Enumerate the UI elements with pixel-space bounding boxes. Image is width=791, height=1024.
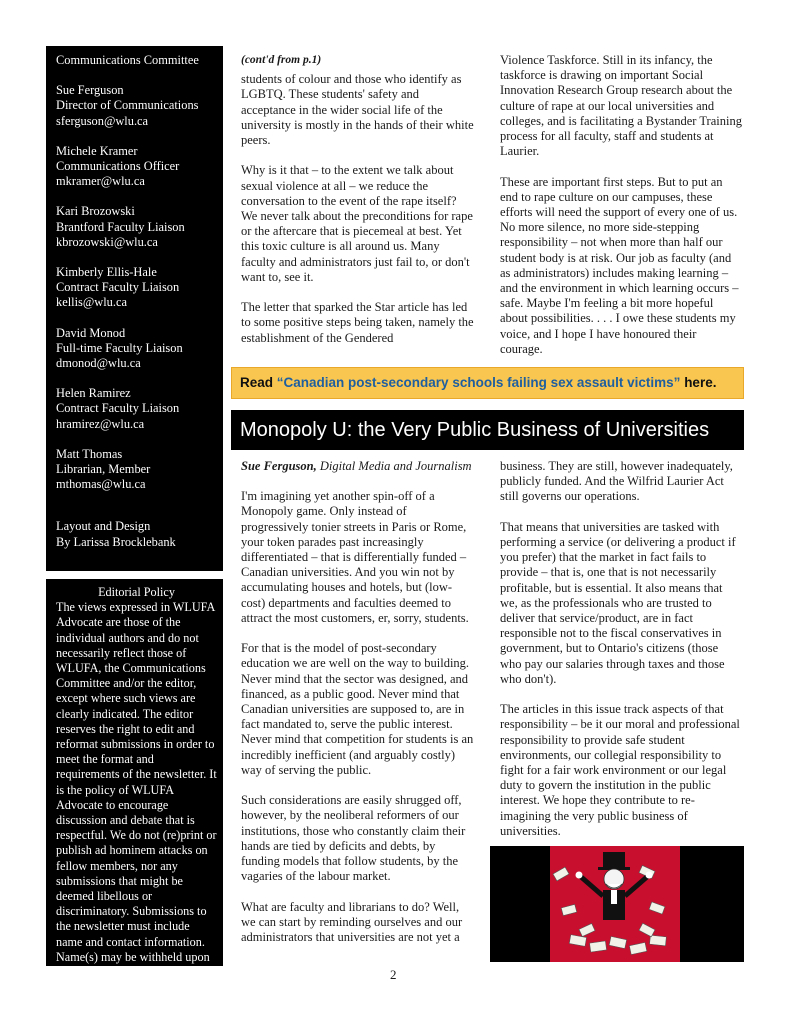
member-name: Matt Thomas: [56, 446, 123, 461]
member-email[interactable]: kbrozowski@wlu.ca: [56, 234, 158, 249]
member-email[interactable]: kellis@wlu.ca: [56, 295, 127, 310]
layout-credit: [56, 519, 223, 549]
layout-label: Layout and Design: [56, 519, 151, 534]
member-name: Michele Kramer: [56, 143, 138, 158]
paragraph: What are faculty and librarians to do? Well, we can start by reminding ourselves and our administrators that universities are not yet a: [241, 899, 463, 945]
member-ferguson: [56, 83, 223, 129]
member-role: Director of Communications: [56, 98, 199, 113]
paragraph: Violence Taskforce. Still in its infancy, the taskforce is drawing on important Social Innovation Research Group research about the culture of rape at our local universities and colleges, and is facilitating a Bystander Training process for all faculty, staff and students at Laurier.: [500, 53, 742, 159]
monopoly-illustration: [490, 846, 744, 962]
article-column-right: [500, 459, 742, 854]
paragraph: students of colour and those who identify as LGBTQ. These students' safety and acceptance in the wider social life of the university is mostly in the hands of their white peers.: [241, 72, 474, 148]
member-kramer: [56, 144, 223, 190]
editorial-policy-box: [46, 579, 223, 980]
policy-title: Editorial Policy: [98, 585, 175, 599]
member-role: Communications Officer: [56, 159, 180, 174]
member-role: Brantford Faculty Liaison: [56, 219, 185, 234]
member-role: Contract Faculty Liaison: [56, 280, 180, 295]
member-name: Helen Ramirez: [56, 386, 131, 401]
committee-heading: Communications Committee: [56, 53, 199, 67]
paragraph: The letter that sparked the Star article has led to some positive steps being taken, namely the establishment of the Gendered: [241, 300, 474, 345]
continued-label: (cont'd from p.1): [241, 54, 322, 66]
member-email[interactable]: sferguson@wlu.ca: [56, 113, 149, 128]
paragraph: Such considerations are easily shrugged off, however, by the neoliberal reformers of our institutions, those who constantly claim their hands are tied by deficits and debts, by funding models that follow students, by the vagaries of the labour market.: [241, 793, 466, 884]
monopoly-man-image: [490, 846, 744, 962]
read-article-bar: [231, 367, 744, 399]
member-thomas: [56, 447, 223, 493]
read-prefix: Read: [240, 375, 274, 390]
paragraph: Why is it that – to the extent we talk about sexual violence at all – we reduce the conversation to the event of the rape itself? We never talk about the preconditions for rape or the aftercare that is piecemeal at best. Yet this toxic culture is all around us. Many faculty and administrators just fail to, or don't want to, see it.: [241, 163, 473, 284]
paragraph: business. They are still, however inadequately, publicly funded. And the Wilfrid Laurier Act still governs our operations.: [500, 459, 733, 504]
continued-column-left: [241, 53, 475, 361]
member-name: Sue Ferguson: [56, 83, 124, 98]
article-title: Monopoly U: the Very Public Business of Universities: [240, 419, 710, 441]
member-role: Full-time Faculty Liaison: [56, 340, 183, 355]
member-ramirez: [56, 386, 223, 432]
paragraph: I'm imagining yet another spin-off of a Monopoly game. Only instead of progressively tonier streets in Paris or Rome, your token parades past increasingly differentiated – that is differentially funded – Canadian universities. And you win not by accumulating houses and hotels, but (low-cost) departments and faculties deemed to attract the most customers, er, sorry, students.: [241, 489, 469, 625]
paragraph: For that is the model of post-secondary education we are well on the way to building. Never mind that the sector was designed, and financed, as a public good. Never mind that Canadian universities are supposed to, are in fact mandated to, serve the public interest. Never mind that competition for students is an incredibly inefficient (and arguably costly) way of serving the public.: [241, 641, 474, 777]
member-name: David Monod: [56, 325, 126, 340]
paragraph: These are important first steps. But to put an end to rape culture on our campuses, these efforts will need the support of every one of us. No more silence, no more side-stepping responsibility – not when more than half our student body is at risk. Our job as faculty (and as administrators) includes making learning – and the environment in which learning occurs – safe. Maybe I'm feeling a bit more hopeful about possibilities. . . . I owe these students my voice, and I hope I have honoured their courage.: [500, 174, 739, 356]
continued-column-right: [500, 53, 742, 372]
layout-designer: By Larissa Brocklebank: [56, 534, 176, 549]
paragraph: The articles in this issue track aspects of that responsibility – be it our moral and professional responsibility to provide safe student environments, our collegial responsibility to fight for a fair work environment or our legal duty to govern the institution in the public interest. We hope they contribute to re-imagining the very public business of universities.: [500, 702, 740, 838]
member-name: Kimberly Ellis-Hale: [56, 265, 157, 280]
member-role: Librarian, Member: [56, 462, 151, 477]
member-role: Contract Faculty Liaison: [56, 401, 180, 416]
author-name: Sue Ferguson,: [241, 459, 317, 473]
member-name: Kari Brozowski: [56, 204, 135, 219]
policy-body: The views expressed in WLUFA Advocate are those of the individual authors and do not necessarily reflect those of WLUFA, the Communications Committee and/or the editor, except where such views are clearly indicated. The editor reserves the right to edit and reformat submissions in order to meet the format and requirements of the newsletter. It is the policy of WLUFA Advocate to encourage discussion and debate that is respectful. We do not (re)print or publish ad hominem attacks on fellow members, nor any submissions that might be deemed libellous or discriminatory. Submissions to the newsletter must include name and contact information. Name(s) may be withheld upon request.: [56, 600, 217, 980]
member-ellis-hale: [56, 265, 223, 311]
member-email[interactable]: mkramer@wlu.ca: [56, 174, 145, 189]
paragraph: That means that universities are tasked with performing a service (or delivering a product if you prefer) that the market in fact fails to provide – that is, one that is not necessarily profitable, but is essential. It also means that we, as the professionals who are trusted to deliver that service/product, are in fact responsible not to the fiscal conservatives in government, but to Ontario's citizens (those who pay our salaries through taxes and those who don't).: [500, 519, 736, 686]
article-title-banner: [231, 410, 744, 450]
member-email[interactable]: dmonod@wlu.ca: [56, 356, 141, 371]
member-brozowski: [56, 204, 223, 250]
read-suffix: here.: [684, 375, 717, 390]
article-link[interactable]: “Canadian post-secondary schools failing sex assault victims”: [276, 375, 681, 390]
member-email[interactable]: hramirez@wlu.ca: [56, 416, 145, 431]
byline: [241, 459, 475, 474]
committee-sidebar: [46, 46, 223, 571]
member-monod: [56, 326, 223, 372]
article-column-left: [241, 459, 475, 960]
member-email[interactable]: mthomas@wlu.ca: [56, 477, 146, 492]
author-dept: Digital Media and Journalism: [319, 459, 472, 473]
page-number: 2: [390, 967, 397, 982]
